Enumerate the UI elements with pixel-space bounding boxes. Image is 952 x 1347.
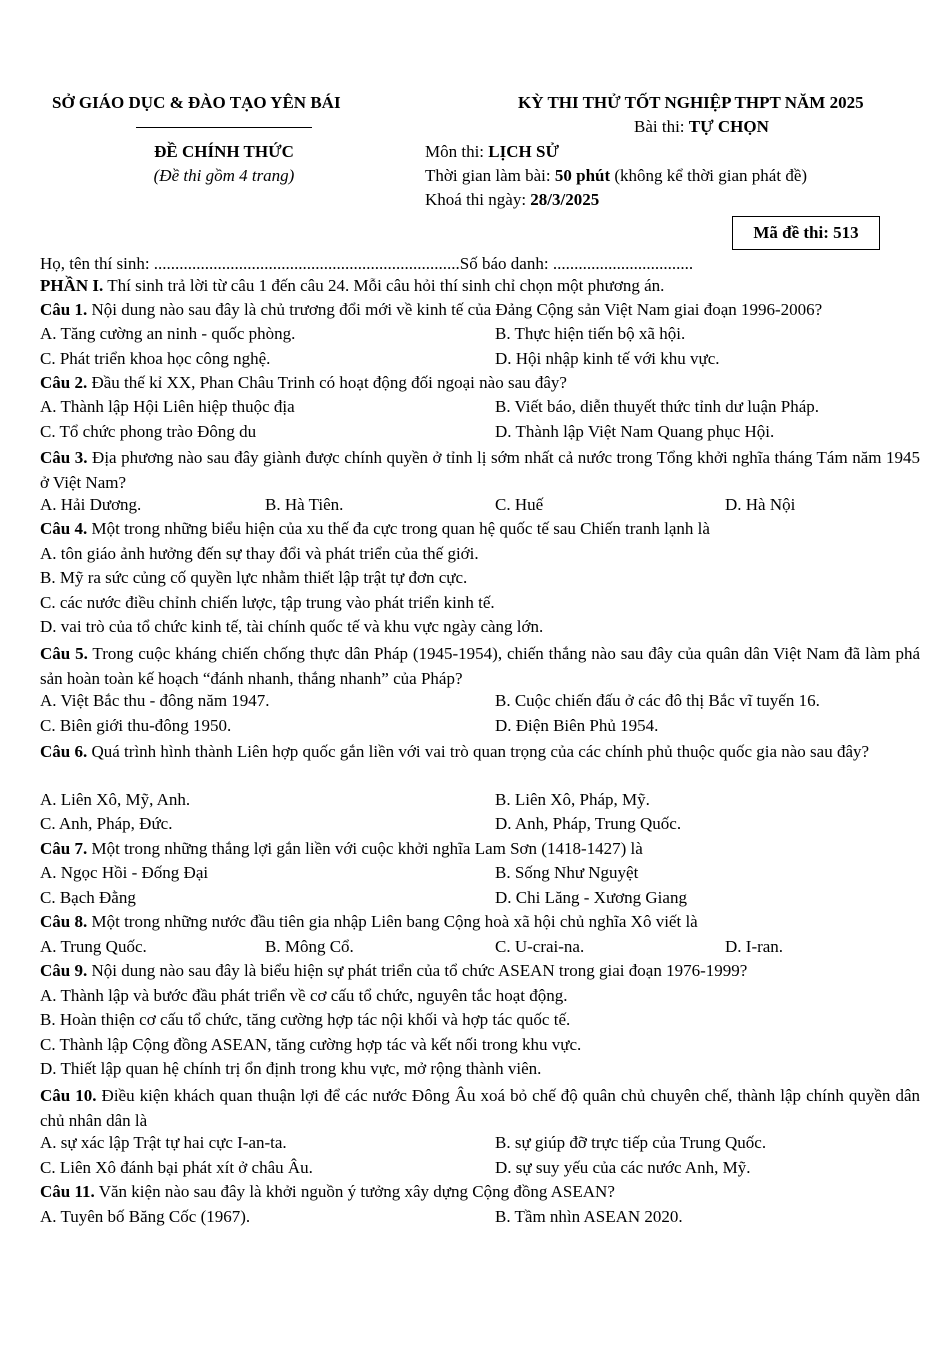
- q9-option-d[interactable]: D. Thiết lập quan hệ chính trị ổn định trong khu vực, mở rộng thành viên.: [40, 1059, 542, 1078]
- question-label: Câu 8.: [40, 912, 88, 931]
- q5-option-b[interactable]: B. Cuộc chiến đấu ở các đô thị Bắc vĩ tuyến 16.: [495, 691, 820, 710]
- q5-option-c[interactable]: C. Biên giới thu-đông 1950.: [40, 716, 232, 735]
- q7-option-b[interactable]: B. Sống Như Nguyệt: [495, 863, 639, 882]
- question-text: Nội dung nào sau đây là biểu hiện sự phát triển của tổ chức ASEAN trong giai đoạn 1976-1999?: [87, 961, 748, 980]
- q10-option-c[interactable]: C. Liên Xô đánh bại phát xít ở châu Âu.: [40, 1158, 313, 1177]
- q6-option-d[interactable]: D. Anh, Pháp, Trung Quốc.: [495, 814, 682, 833]
- q9-option-a[interactable]: A. Thành lập và bước đầu phát triển về cơ cấu tổ chức, nguyên tắc hoạt động.: [40, 986, 568, 1005]
- question-text: Địa phương nào sau đây giành được chính quyền ở tỉnh lị sớm nhất cả nước trong Tổng khởi nghĩa tháng Tám năm 1945 ở Việt Nam?: [40, 448, 921, 492]
- question-text: Một trong những thắng lợi gắn liền với cuộc khởi nghĩa Lam Sơn (1418-1427) là: [87, 839, 643, 858]
- q11-option-b[interactable]: B. Tầm nhìn ASEAN 2020.: [495, 1207, 683, 1226]
- q2-option-a[interactable]: A. Thành lập Hội Liên hiệp thuộc địa: [40, 397, 295, 416]
- q3-option-c[interactable]: C. Huế: [495, 495, 544, 514]
- q1-option-a[interactable]: A. Tăng cường an ninh - quốc phòng.: [40, 324, 296, 343]
- q1-option-d[interactable]: D. Hội nhập kinh tế với khu vực.: [495, 349, 720, 368]
- question-9: [40, 961, 747, 981]
- q5-option-a[interactable]: A. Việt Bắc thu - đông năm 1947.: [40, 691, 270, 710]
- question-label: Câu 6.: [40, 742, 88, 761]
- date-prefix: Khoá thi ngày:: [425, 190, 531, 209]
- pages-note: (Đề thi gồm 4 trang): [153, 166, 295, 185]
- q8-option-b[interactable]: B. Mông Cổ.: [265, 937, 354, 956]
- q10-option-a[interactable]: A. sự xác lập Trật tự hai cực I-an-ta.: [40, 1133, 287, 1152]
- q9-option-b[interactable]: B. Hoàn thiện cơ cấu tổ chức, tăng cường hợp tác nội khối và hợp tác quốc tế.: [40, 1010, 571, 1029]
- question-6: [40, 740, 920, 765]
- official-label: ĐỀ CHÍNH THỨC: [154, 142, 294, 161]
- time-value: 50 phút: [554, 166, 611, 185]
- q2-option-d[interactable]: D. Thành lập Việt Nam Quang phục Hội.: [495, 422, 775, 441]
- question-label: Câu 10.: [40, 1086, 97, 1105]
- question-label: Câu 2.: [40, 373, 88, 392]
- question-text: Đầu thế kỉ XX, Phan Châu Trinh có hoạt động đối ngoại nào sau đây?: [87, 373, 567, 392]
- part1-label: PHẦN I.: [40, 276, 104, 295]
- question-text: Một trong những nước đầu tiên gia nhập Liên bang Cộng hoà xã hội chủ nghĩa Xô viết là: [87, 912, 698, 931]
- question-text: Điều kiện khách quan thuận lợi để các nước Đông Âu xoá bỏ chế độ quân chủ chuyên chế, thành lập chính quyền dân chủ nhân dân là: [40, 1086, 920, 1130]
- q4-option-a[interactable]: A. tôn giáo ảnh hưởng đến sự thay đổi và phát triển của thế giới.: [40, 544, 479, 563]
- q8-option-a[interactable]: A. Trung Quốc.: [40, 937, 147, 956]
- q11-option-a[interactable]: A. Tuyên bố Băng Cốc (1967).: [40, 1207, 251, 1226]
- q6-option-a[interactable]: A. Liên Xô, Mỹ, Anh.: [40, 790, 191, 809]
- exam-title: KỲ THI THỬ TỐT NGHIỆP THPT NĂM 2025: [518, 93, 864, 112]
- question-text: Một trong những biểu hiện của xu thế đa cực trong quan hệ quốc tế sau Chiến tranh lạnh là: [87, 519, 710, 538]
- part1-instruction: [40, 276, 664, 296]
- q3-option-a[interactable]: A. Hải Dương.: [40, 495, 142, 514]
- question-2: [40, 373, 567, 393]
- paper-value: TỰ CHỌN: [688, 117, 769, 136]
- q2-option-c[interactable]: C. Tổ chức phong trào Đông du: [40, 422, 257, 441]
- question-label: Câu 9.: [40, 961, 88, 980]
- q2-option-b[interactable]: B. Viết báo, diễn thuyết thức tỉnh dư luận Pháp.: [495, 397, 819, 416]
- question-8: [40, 912, 698, 932]
- department-name: SỞ GIÁO DỤC & ĐÀO TẠO YÊN BÁI: [52, 93, 341, 112]
- q1-option-c[interactable]: C. Phát triển khoa học công nghệ.: [40, 349, 271, 368]
- subject-value: LỊCH SỬ: [488, 142, 559, 161]
- question-text: Văn kiện nào sau đây là khởi nguồn ý tưởng xây dựng Cộng đồng ASEAN?: [94, 1182, 615, 1201]
- q10-option-b[interactable]: B. sự giúp đỡ trực tiếp của Trung Quốc.: [495, 1133, 767, 1152]
- department-underline: [136, 127, 312, 128]
- q7-option-a[interactable]: A. Ngọc Hồi - Đống Đại: [40, 863, 209, 882]
- time-prefix: Thời gian làm bài:: [425, 166, 555, 185]
- question-text: Nội dung nào sau đây là chủ trương đổi mới về kinh tế của Đảng Cộng sản Việt Nam giai đoạn 1996-2006?: [87, 300, 823, 319]
- question-3: [40, 446, 920, 495]
- candidate-info-line: Họ, tên thí sinh: ........................................................................Số báo danh: .................................: [40, 254, 694, 273]
- q8-option-d[interactable]: D. I-ran.: [725, 937, 784, 956]
- q4-option-d[interactable]: D. vai trò của tổ chức kinh tế, tài chính quốc tế và khu vực ngày càng lớn.: [40, 617, 544, 636]
- question-label: Câu 7.: [40, 839, 88, 858]
- q9-option-c[interactable]: C. Thành lập Cộng đồng ASEAN, tăng cường hợp tác và kết nối trong khu vực.: [40, 1035, 582, 1054]
- q10-option-d[interactable]: D. sự suy yếu của các nước Anh, Mỹ.: [495, 1158, 751, 1177]
- q3-option-d[interactable]: D. Hà Nội: [725, 495, 796, 514]
- question-label: Câu 3.: [40, 448, 88, 467]
- question-label: Câu 11.: [40, 1182, 95, 1201]
- time-line: [425, 166, 807, 186]
- question-label: Câu 5.: [40, 644, 88, 663]
- q4-option-b[interactable]: B. Mỹ ra sức củng cố quyền lực nhằm thiết lập trật tự đơn cực.: [40, 568, 468, 587]
- question-1: [40, 300, 822, 320]
- question-5: [40, 642, 920, 691]
- q8-option-c[interactable]: C. U-crai-na.: [495, 937, 585, 956]
- q7-option-d[interactable]: D. Chi Lăng - Xương Giang: [495, 888, 687, 907]
- question-4: [40, 519, 710, 539]
- q5-option-d[interactable]: D. Điện Biên Phủ 1954.: [495, 716, 659, 735]
- question-label: Câu 4.: [40, 519, 88, 538]
- question-text: Trong cuộc kháng chiến chống thực dân Pháp (1945-1954), chiến thắng nào sau đây của quân dân Việt Nam đã làm phá sản hoàn toàn kế hoạch “đánh nhanh, thắng nhanh” của Pháp?: [40, 644, 921, 688]
- question-7: [40, 839, 643, 859]
- exam-code-box: Mã đề thi: 513: [732, 216, 880, 250]
- question-10: [40, 1084, 920, 1133]
- subject-line: [425, 142, 559, 162]
- paper-prefix: Bài thi:: [634, 117, 689, 136]
- q3-option-b[interactable]: B. Hà Tiên.: [265, 495, 344, 514]
- question-11: [40, 1182, 615, 1202]
- part1-text: Thí sinh trả lời từ câu 1 đến câu 24. Mỗi câu hỏi thí sinh chỉ chọn một phương án.: [103, 276, 665, 295]
- question-label: Câu 1.: [40, 300, 88, 319]
- question-text: Quá trình hình thành Liên hợp quốc gắn liền với vai trò quan trọng của các chính phủ thuộc quốc gia nào sau đây?: [87, 742, 870, 761]
- date-line: [425, 190, 599, 210]
- q4-option-c[interactable]: C. các nước điều chỉnh chiến lược, tập trung vào phát triển kinh tế.: [40, 593, 495, 612]
- q1-option-b[interactable]: B. Thực hiện tiến bộ xã hội.: [495, 324, 686, 343]
- subject-prefix: Môn thi:: [425, 142, 489, 161]
- time-suffix: (không kể thời gian phát đề): [610, 166, 808, 185]
- q6-option-b[interactable]: B. Liên Xô, Pháp, Mỹ.: [495, 790, 650, 809]
- q7-option-c[interactable]: C. Bạch Đằng: [40, 888, 136, 907]
- paper-line: [634, 117, 769, 137]
- q6-option-c[interactable]: C. Anh, Pháp, Đức.: [40, 814, 173, 833]
- date-value: 28/3/2025: [530, 190, 600, 209]
